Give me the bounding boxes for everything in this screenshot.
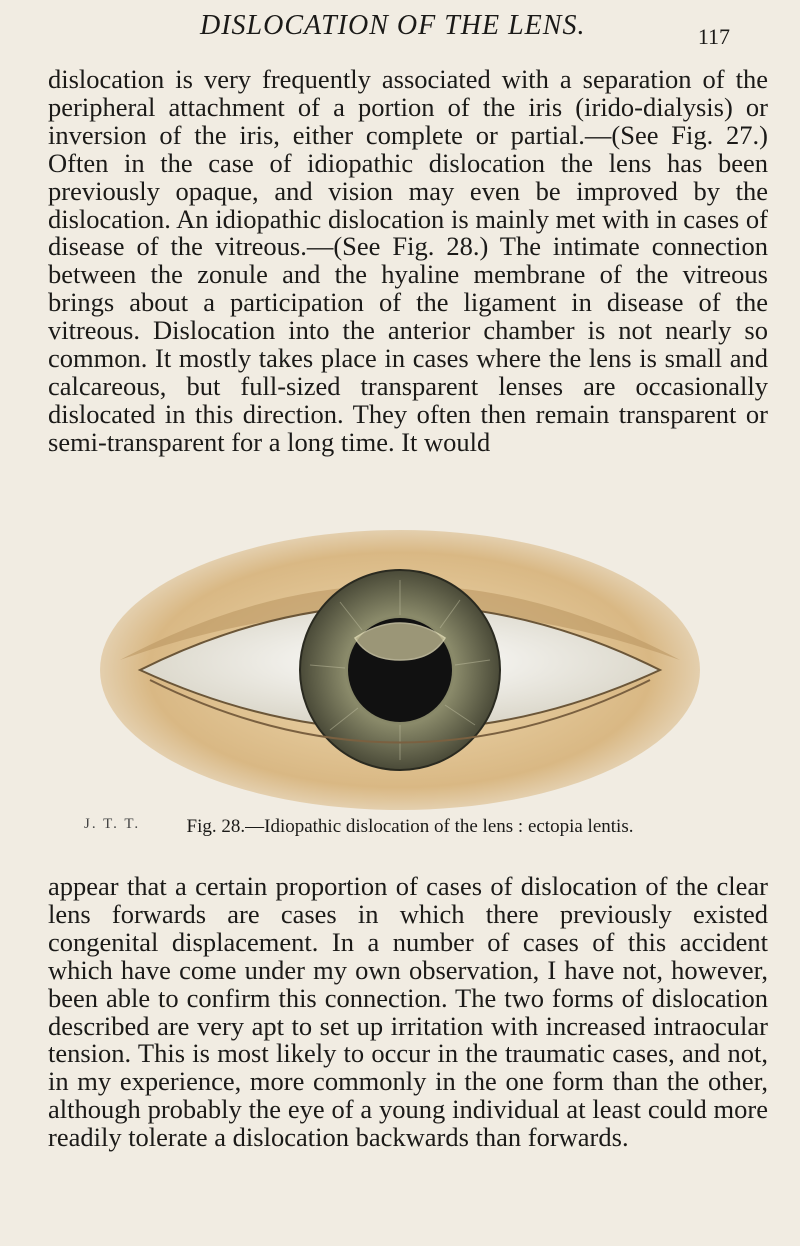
figure-28: [80, 520, 720, 860]
page-header: [0, 10, 800, 50]
running-title: DISLOCATION OF THE LENS.: [200, 10, 586, 41]
body-paragraph-1: dislocation is very frequently associated with a separation of the peripheral attachment of a portion of the iris (irido-dialysis) or inversion of the iris, either complete or partial.—(See Fig. 27.) Often in the case of idiopathic dislocation the lens has been previously opaque, and vision may even be improved by the dislocation. An idiopathic dislocation is mainly met with in cases of disease of the vitreous.—(See Fig. 28.) The intimate connection between the zonule and the hyaline membrane of the vitreous brings about a participation of the ligament in disease of the vitreous. Dislocation into the anterior chamber is not nearly so common. It mostly takes place in cases where the lens is small and calcareous, but full-sized transparent lenses are occasionally dislocated in this direction. They often then remain transparent or semi-transparent for a long time. It would: [48, 64, 768, 457]
figure-caption: Fig. 28.—Idiopathic dislocation of the lens : ectopia lentis.: [186, 816, 634, 837]
page-number: 117: [697, 24, 730, 49]
eye-illustration: [80, 520, 720, 820]
body-paragraph-2: appear that a certain proportion of cases of dislocation of the clear lens forwards are cases in which there previously existed congenital displacement. In a number of cases of this accident which have come under my own observation, I have not, however, been able to confirm this connection. The two forms of dislocation described are very apt to set up irritation with increased intraocular tension. This is most likely to occur in the traumatic cases, and not, in my experience, more commonly in the one form than the other, although probably the eye of a young individual at least could more readily tolerate a dislocation backwards than forwards.: [48, 871, 768, 1153]
artist-mark: J. T. T.: [84, 816, 141, 832]
